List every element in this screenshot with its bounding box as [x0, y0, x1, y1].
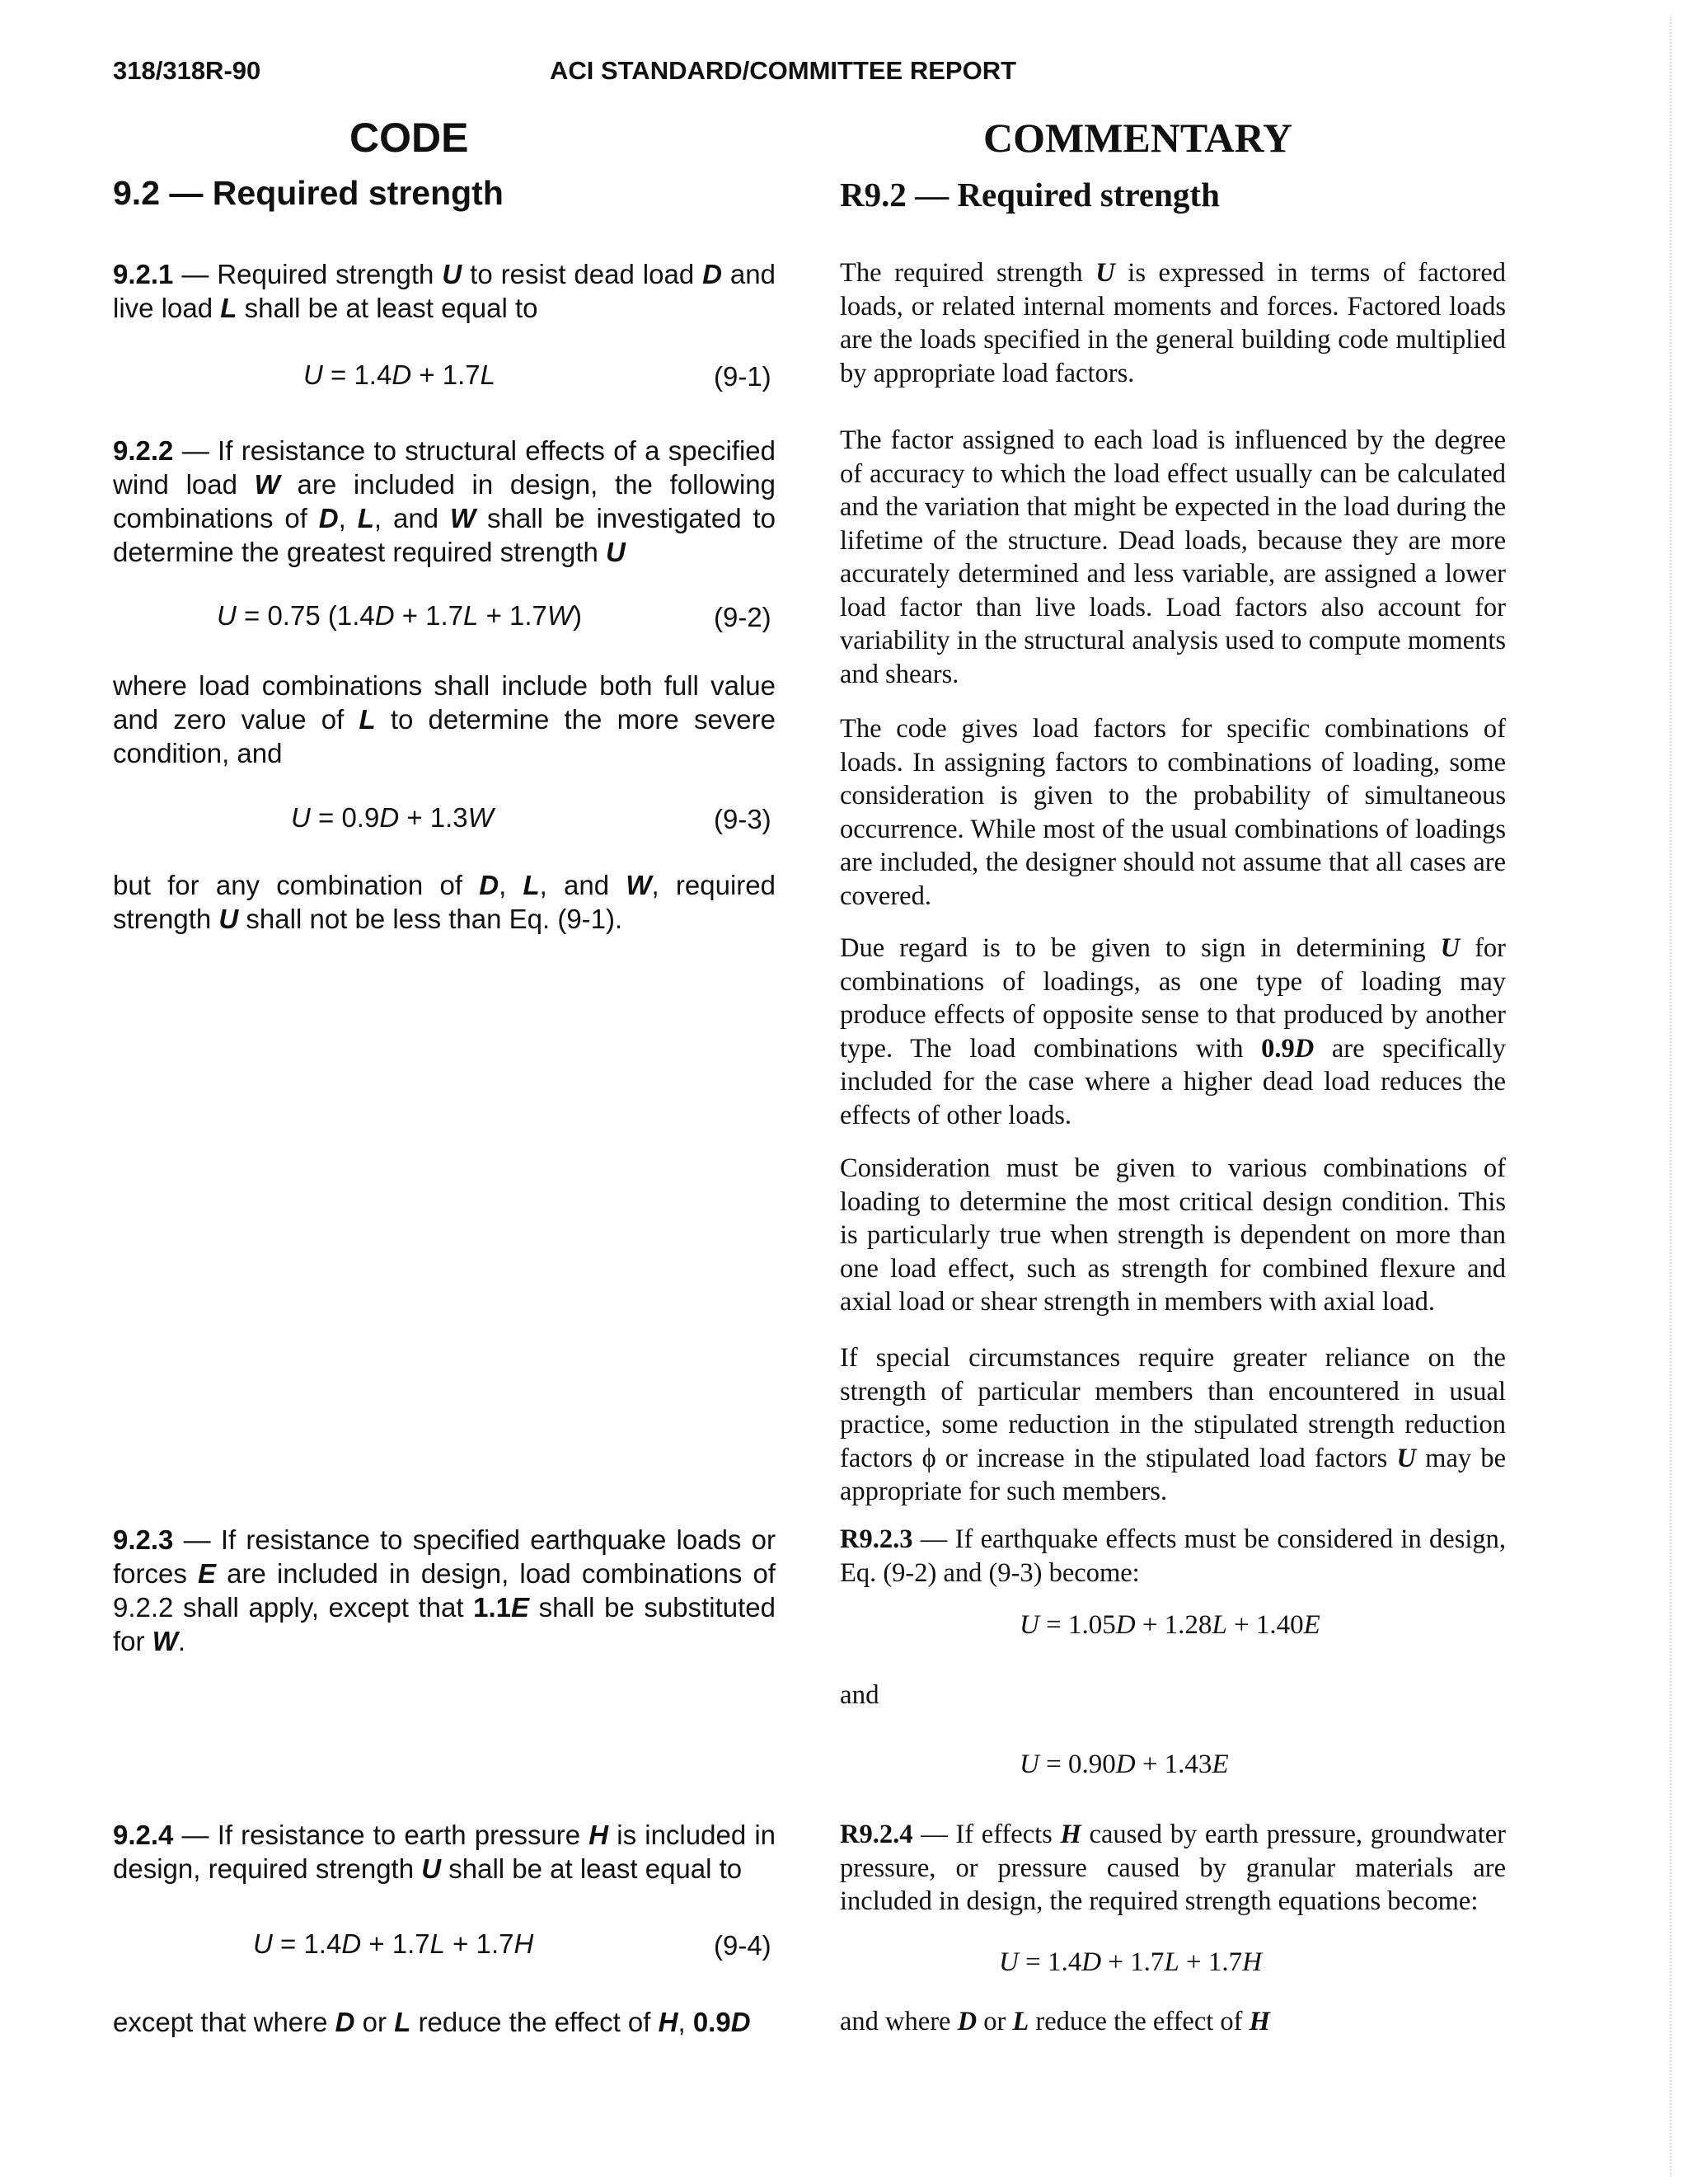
commentary-paragraph-required-strength: The required strength U is expressed in terms of factored loads, or related internal moments and forces. Factored loads are the loads specified in the general building code multiplied by appropriate load factors. [840, 258, 1506, 388]
equation-9-1: U = 1.4D + 1.7L [303, 359, 496, 390]
commentary-equation-earthquake-2: U = 0.90D + 1.43E [1020, 1750, 1229, 1779]
code-paragraph-load-combinations: where load combinations shall include both full value and zero value of L to determine the more severe condition, and [113, 670, 776, 768]
commentary-paragraph-load-factors: The factor assigned to each load is influenced by the degree of accuracy to which the load effect usually can be calculated and the variation that might be expected in the load during the lifetime of the structure. Dead loads, because they are more accurately determined and less variable, are assigned a lower load factor than live loads. Load factors also account for variability in the structural analysis used to compute moments and shears. [840, 425, 1506, 689]
commentary-paragraph-combinations: The code gives load factors for specific combinations of loads. In assigning factors to combinations of loading, some consideration is given to the probability of simultaneous occurrence. While most of the usual combinations of loadings are included, the designer should not assume that all cases are covered. [840, 714, 1506, 911]
code-paragraph-9-2-4: 9.2.4 — If resistance to earth pressure H is included in design, required strength U shall be at least equal to [113, 1820, 776, 1884]
page-edge-line [1670, 16, 1672, 2177]
commentary-paragraph-sign: Due regard is to be given to sign in determining U for combinations of loadings, as one type of loading may produce effects of opposite sense to that produced by another type. The load combinations with 0.9D are specifically included for the case where a higher dead load reduces the effects of other loads. [840, 933, 1506, 1130]
equation-9-3: U = 0.9D + 1.3W [291, 802, 494, 833]
commentary-paragraph-r9-2-3: R9.2.3 — If earthquake effects must be considered in design, Eq. (9-2) and (9-3) become: [840, 1524, 1506, 1588]
commentary-section-heading: R9.2 — Required strength [840, 176, 1220, 214]
commentary-equation-earth-pressure: U = 1.4D + 1.7L + 1.7H [999, 1947, 1263, 1977]
commentary-paragraph-special-circumstances: If special circumstances require greater reliance on the strength of particular members than encountered in usual practice, some reduction in the stipulated strength reduction factors ϕ or increase in the stipulated load factors U may be appropriate for such members. [840, 1343, 1506, 1506]
equation-9-2: U = 0.75 (1.4D + 1.7L + 1.7W) [217, 600, 583, 631]
equation-number-9-4: (9-4) [714, 1930, 771, 1961]
equation-number-9-3: (9-3) [714, 804, 771, 834]
code-paragraph-9-2-3: 9.2.3 — If resistance to specified earthquake loads or forces E are included in design, load combinations of 9.2.2 shall apply, except that 1.1E shall be substituted for W. [113, 1524, 776, 1656]
code-paragraph-earth-pressure-exception: except that where D or L reduce the effect of H, 0.9D [113, 2007, 751, 2037]
equation-number-9-1: (9-1) [714, 361, 771, 392]
commentary-equation-earthquake-1: U = 1.05D + 1.28L + 1.40E [1020, 1610, 1320, 1640]
running-head-title: ACI STANDARD/COMMITTEE REPORT [550, 56, 1017, 85]
code-section-heading: 9.2 — Required strength [113, 174, 504, 212]
commentary-paragraph-earth-pressure-exception: and where D or L reduce the effect of H [840, 2007, 1270, 2036]
running-head-page-number: 318/318R-90 [113, 56, 261, 85]
commentary-column-title: COMMENTARY [983, 115, 1293, 161]
code-column-title: CODE [349, 115, 469, 161]
code-paragraph-9-2-2: 9.2.2 — If resistance to structural effects of a specified wind load W are included in design, the following combinations of D, L, and W shall be investigated to determine the greatest required strength U [113, 435, 776, 567]
commentary-paragraph-critical-condition: Consideration must be given to various combinations of loading to determine the most critical design condition. This is particularly true when strength is dependent on more than one load effect, such as strength for combined flexure and axial load or shear strength in members with axial load. [840, 1153, 1506, 1317]
commentary-paragraph-r9-2-4: R9.2.4 — If effects H caused by earth pressure, groundwater pressure, or pressure caused by granular materials are included in design, the required strength equations become: [840, 1820, 1506, 1916]
code-paragraph-9-2-1: 9.2.1 — Required strength U to resist dead load D and live load L shall be at least equal to [113, 259, 776, 323]
equation-9-4: U = 1.4D + 1.7L + 1.7H [253, 1928, 534, 1959]
equation-number-9-2: (9-2) [714, 602, 771, 632]
commentary-and-text: and [840, 1680, 879, 1710]
code-paragraph-any-combination: but for any combination of D, L, and W, required strength U shall not be less than Eq. (9-1). [113, 870, 776, 934]
